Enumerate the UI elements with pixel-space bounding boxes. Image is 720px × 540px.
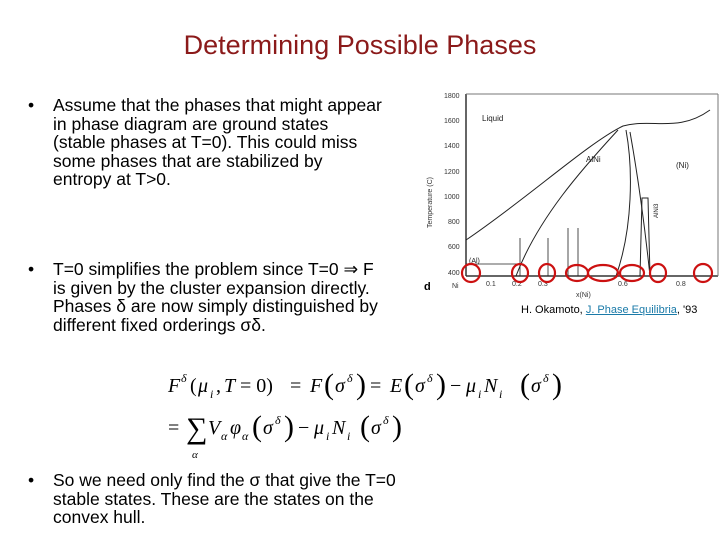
page-title: Determining Possible Phases — [183, 30, 537, 60]
svg-text:=: = — [370, 375, 382, 397]
svg-text:σ: σ — [371, 417, 381, 439]
svg-text:(: ( — [324, 368, 334, 401]
red-circle-marker — [650, 264, 666, 282]
liquidus-curve — [466, 110, 710, 240]
svg-text:F: F — [168, 375, 181, 397]
svg-text:=: = — [290, 375, 302, 397]
red-circle-marker — [539, 264, 555, 282]
x-tick-label: Ni — [452, 283, 459, 290]
citation-year: , '93 — [676, 304, 698, 316]
svg-text:δ: δ — [543, 371, 549, 385]
svg-text:(: ( — [404, 368, 414, 401]
svg-text:−: − — [450, 375, 462, 397]
phase-diagram-figure — [418, 88, 720, 300]
svg-text:i: i — [210, 387, 214, 401]
y-axis-title: Temperature (C) — [427, 177, 434, 228]
svg-text:δ: δ — [427, 371, 433, 385]
red-circle-marker — [694, 264, 712, 282]
ni-solvus — [630, 132, 650, 276]
svg-text:i: i — [326, 429, 330, 443]
svg-text:δ: δ — [275, 413, 281, 427]
svg-text:α: α — [192, 449, 198, 461]
x-tick-label: 0.3 — [538, 281, 548, 288]
red-circle-marker — [588, 265, 618, 281]
svg-text:(: ( — [520, 368, 530, 401]
svg-text:δ: δ — [383, 413, 389, 427]
bullet-text: Assume that the phases that might appear in phase diagram are ground states (stable phases at T=0). This could miss some phases that are stabilized by entropy at T>0. — [53, 95, 382, 189]
svg-text:): ) — [284, 410, 294, 443]
svg-text:μ: μ — [466, 375, 477, 397]
x-tick-label: 0.1 — [486, 281, 496, 288]
bullet-marker: • — [28, 259, 35, 279]
svg-text:∑: ∑ — [186, 412, 208, 445]
svg-text:φ: φ — [230, 417, 242, 439]
y-tick-label: 400 — [448, 270, 460, 277]
svg-text:δ: δ — [181, 371, 187, 385]
svg-text:F: F — [310, 375, 323, 397]
y-tick-label: 600 — [448, 244, 460, 251]
y-tick-label: 1000 — [444, 194, 460, 201]
svg-text:(: ( — [360, 410, 370, 443]
svg-text:N: N — [484, 375, 498, 397]
bullet-marker: • — [28, 95, 35, 115]
figure-panel-label: d — [424, 281, 431, 293]
svg-text:μ: μ — [314, 417, 325, 439]
svg-text:): ) — [392, 410, 402, 443]
svg-text:N: N — [332, 417, 346, 439]
y-tick-label: 800 — [448, 219, 460, 226]
svg-text:α: α — [221, 429, 228, 443]
svg-text:α: α — [242, 429, 249, 443]
svg-text:μ: μ — [198, 375, 209, 397]
svg-text:T: T — [224, 375, 236, 397]
citation-author: H. Okamoto, — [521, 304, 583, 316]
figure-citation — [521, 304, 697, 316]
svg-text:−: − — [298, 417, 310, 439]
svg-text:i: i — [499, 387, 503, 401]
svg-text:(: ( — [190, 375, 197, 397]
red-circle-marker — [566, 265, 588, 281]
svg-text:E: E — [390, 375, 403, 397]
svg-text:,: , — [216, 375, 221, 397]
svg-text:σ: σ — [263, 417, 273, 439]
y-tick-label: 1800 — [444, 93, 460, 100]
bullet-text: T=0 simplifies the problem since T=0 ⇒ F is given by the cluster expansion directly. Phases δ are now simply distinguished by different fixed orderings σδ. — [53, 259, 378, 335]
svg-text:V: V — [208, 417, 221, 439]
ground-state-circles — [462, 264, 712, 282]
region-label-alni3: AlNi3 — [654, 203, 660, 218]
y-tick-label: 1200 — [444, 169, 460, 176]
x-axis-title: x(Ni) — [576, 292, 591, 299]
region-label-liquid: Liquid — [482, 114, 504, 123]
alni-right-boundary — [616, 130, 630, 276]
svg-text:σ: σ — [335, 375, 345, 397]
svg-text:= 0): = 0) — [240, 375, 273, 397]
svg-text:): ) — [356, 368, 366, 401]
red-circle-marker — [462, 264, 480, 282]
svg-text:σ: σ — [415, 375, 425, 397]
citation-journal-link[interactable]: J. Phase Equilibria — [585, 304, 677, 316]
y-tick-label: 1400 — [444, 143, 460, 150]
bullet-text: So we need only find the σ that give the T=0 stable states. These are the states on the convex hull. — [53, 470, 396, 527]
svg-text:i: i — [347, 429, 351, 443]
region-label-ni: (Ni) — [676, 161, 689, 170]
alni-left-boundary — [516, 130, 618, 276]
free-energy-equation — [160, 362, 580, 462]
x-tick-label: 0.2 — [512, 281, 522, 288]
svg-text:): ) — [436, 368, 446, 401]
bullet-marker: • — [28, 470, 35, 490]
svg-text:σ: σ — [531, 375, 541, 397]
svg-text:): ) — [552, 368, 562, 401]
region-label-alni: AlNi — [586, 155, 601, 164]
region-label-al: (Al) — [469, 258, 480, 265]
svg-text:i: i — [478, 387, 482, 401]
svg-text:(: ( — [252, 410, 262, 443]
svg-text:=: = — [168, 417, 180, 439]
svg-text:δ: δ — [347, 371, 353, 385]
x-tick-label: 0.8 — [676, 281, 686, 288]
aluminide-phase-lines — [520, 228, 578, 276]
x-tick-label: 0.6 — [618, 281, 628, 288]
y-tick-label: 1600 — [444, 118, 460, 125]
